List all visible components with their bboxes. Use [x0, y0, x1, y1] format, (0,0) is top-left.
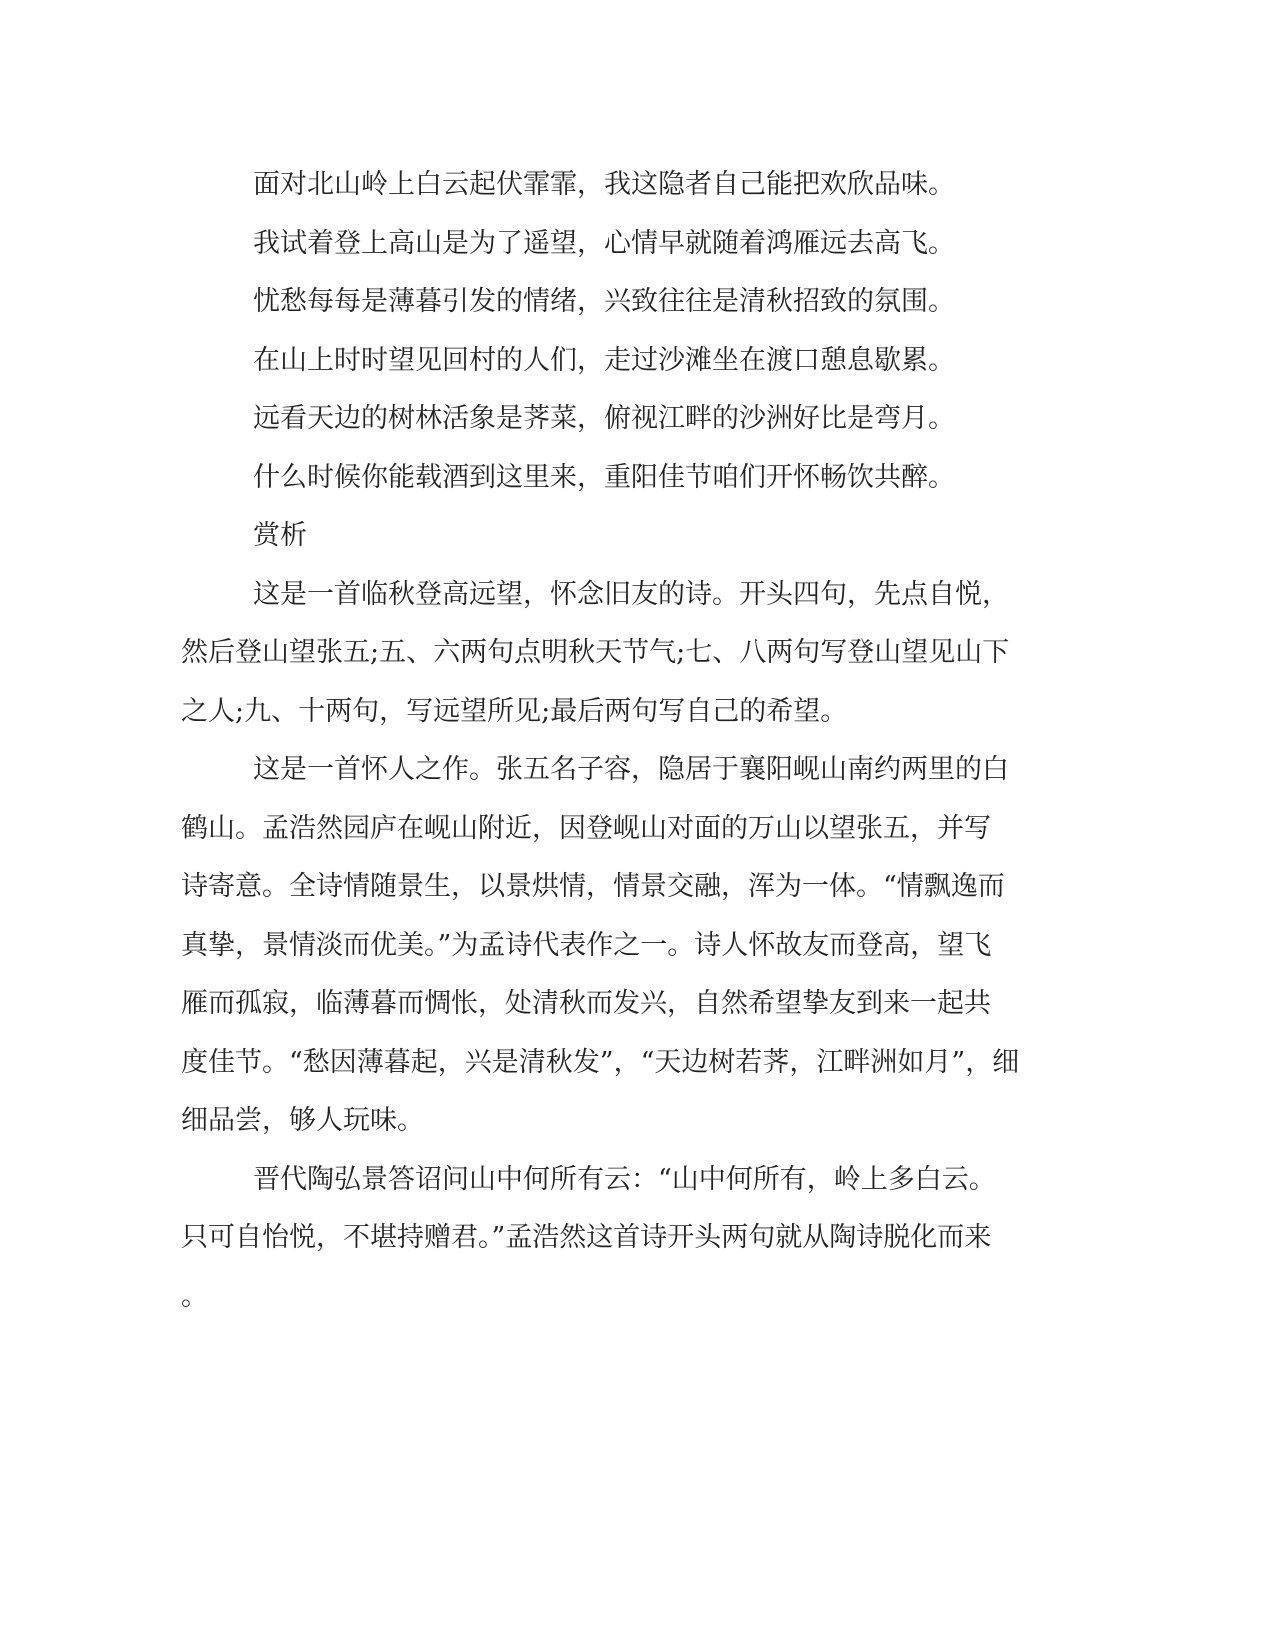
- paragraph-line: 只可自怡悦，不堪持赠君。”孟浩然这首诗开头两句就从陶诗脱化而来: [181, 1222, 992, 1253]
- paragraph-line: 度佳节。“愁因薄暮起，兴是清秋发”，“天边树若荠，江畔洲如月”，细: [181, 1046, 1020, 1078]
- analysis-paragraph-3: [181, 1151, 1041, 1327]
- paragraph-line: 真挚，景情淡而优美。”为孟诗代表作之一。诗人怀故友而登高，望飞: [181, 929, 992, 961]
- paragraph-line: 之人;九、十两句，写远望所见;最后两句写自己的希望。: [181, 695, 848, 727]
- section-heading: 赏析: [253, 520, 307, 551]
- paragraph-line: 诗寄意。全诗情随景生，以景烘情，情景交融，浑为一体。“情飘逸而: [181, 871, 1005, 902]
- translation-verses: [181, 156, 1041, 507]
- translation-line: 忧愁每每是薄暮引发的情绪，兴致往往是清秋招致的氛围。: [253, 286, 955, 317]
- translation-line: 远看天边的树林活象是荠菜，俯视江畔的沙洲好比是弯月。: [253, 403, 955, 434]
- paragraph-line: 雁而孤寂，临薄暮而惆怅，处清秋而发兴，自然希望挚友到来一起共: [181, 988, 991, 1019]
- translation-line: 面对北山岭上白云起伏霏霏，我这隐者自己能把欢欣品味。: [253, 169, 955, 200]
- document-body: [181, 156, 1041, 1326]
- paragraph-line: 细品尝，够人玩味。: [181, 1105, 424, 1136]
- paragraph-line: 鹤山。孟浩然园庐在岘山附近，因登岘山对面的万山以望张五，并写: [181, 812, 991, 844]
- paragraph-line: 这是一首怀人之作。张五名子容，隐居于襄阳岘山南约两里的白: [253, 754, 1009, 785]
- paragraph-line: 然后登山望张五;五、六两句点明秋天节气;七、八两句写登山望见山下: [181, 637, 1010, 668]
- analysis-paragraph-1: [181, 566, 1041, 742]
- paragraph-line: 这是一首临秋登高远望，怀念旧友的诗。开头四句，先点自悦，: [253, 578, 1009, 610]
- analysis-paragraph-2: [181, 741, 1041, 1151]
- paragraph-line: 。: [181, 1280, 208, 1312]
- translation-line: 在山上时时望见回村的人们，走过沙滩坐在渡口憩息歇累。: [253, 344, 955, 376]
- translation-line: 什么时候你能载酒到这里来，重阳佳节咱们开怀畅饮共醉。: [253, 461, 955, 493]
- translation-line: 我试着登上高山是为了遥望，心情早就随着鸿雁远去高飞。: [253, 227, 955, 259]
- paragraph-line: 晋代陶弘景答诏问山中何所有云：“山中何所有，岭上多白云。: [253, 1163, 996, 1195]
